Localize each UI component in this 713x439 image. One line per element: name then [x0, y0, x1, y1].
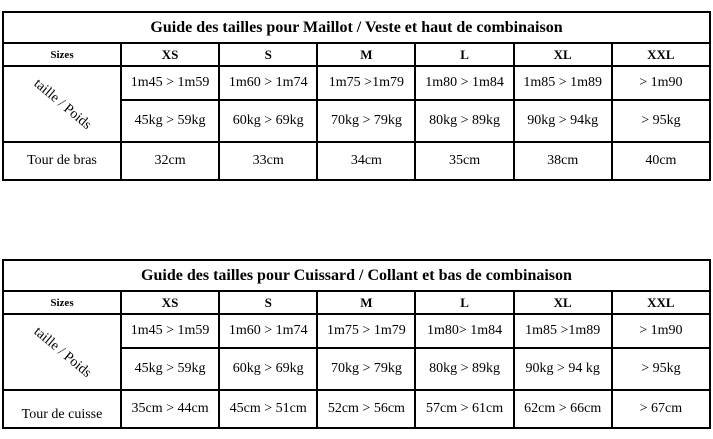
weight-cell: 60kg > 69kg [219, 100, 317, 142]
height-cell: 1m45 > 1m59 [121, 66, 219, 100]
height-cell: 1m85 > 1m89 [514, 66, 612, 100]
measure-cell: 45cm > 51cm [219, 390, 317, 428]
measure-label-tour-de-bras: Tour de bras [3, 142, 121, 180]
table-title-cuissard: Guide des tailles pour Cuissard / Collant et bas de combinaison [3, 260, 710, 291]
size-header-xl: XL [514, 43, 612, 66]
height-cell: 1m85 >1m89 [514, 314, 612, 348]
size-header-xl: XL [514, 291, 612, 314]
height-cell: 1m80> 1m84 [415, 314, 513, 348]
weight-cell: 80kg > 89kg [415, 100, 513, 142]
taille-poids-label: taille / Poids [30, 324, 94, 381]
height-cell: 1m75 > 1m79 [317, 314, 415, 348]
weight-cell: > 95kg [612, 348, 710, 390]
measure-cell: 34cm [317, 142, 415, 180]
height-cell: 1m60 > 1m74 [219, 66, 317, 100]
size-header-xxl: XXL [612, 43, 710, 66]
taille-poids-label: taille / Poids [30, 76, 94, 133]
size-header-xs: XS [121, 291, 219, 314]
measure-label-tour-de-cuisse: Tour de cuisse [3, 390, 121, 428]
size-header-xxl: XXL [612, 291, 710, 314]
height-cell: 1m75 >1m79 [317, 66, 415, 100]
weight-cell: 70kg > 79kg [317, 348, 415, 390]
height-cell: > 1m90 [612, 66, 710, 100]
weight-cell: 45kg > 59kg [121, 348, 219, 390]
sizes-header: Sizes [3, 43, 121, 66]
size-header-m: M [317, 291, 415, 314]
weight-cell: > 95kg [612, 100, 710, 142]
height-cell: 1m80 > 1m84 [415, 66, 513, 100]
weight-cell: 90kg > 94 kg [514, 348, 612, 390]
measure-cell: 33cm [219, 142, 317, 180]
measure-cell: > 67cm [612, 390, 710, 428]
weight-cell: 70kg > 79kg [317, 100, 415, 142]
size-header-xs: XS [121, 43, 219, 66]
measure-cell: 38cm [514, 142, 612, 180]
size-header-s: S [219, 291, 317, 314]
table-title-maillot: Guide des tailles pour Maillot / Veste et haut de combinaison [3, 12, 710, 43]
size-guide-table-cuissard [2, 259, 711, 429]
measure-cell: 40cm [612, 142, 710, 180]
weight-cell: 80kg > 89kg [415, 348, 513, 390]
measure-cell: 62cm > 66cm [514, 390, 612, 428]
measure-cell: 52cm > 56cm [317, 390, 415, 428]
weight-cell: 90kg > 94kg [514, 100, 612, 142]
height-cell: > 1m90 [612, 314, 710, 348]
weight-cell: 60kg > 69kg [219, 348, 317, 390]
measure-cell: 35cm [415, 142, 513, 180]
measure-cell: 32cm [121, 142, 219, 180]
size-header-l: L [415, 43, 513, 66]
height-cell: 1m60 > 1m74 [219, 314, 317, 348]
taille-poids-cell [3, 66, 121, 142]
taille-poids-cell [3, 314, 121, 390]
measure-cell: 57cm > 61cm [415, 390, 513, 428]
size-header-m: M [317, 43, 415, 66]
height-cell: 1m45 > 1m59 [121, 314, 219, 348]
measure-cell: 35cm > 44cm [121, 390, 219, 428]
size-header-s: S [219, 43, 317, 66]
size-header-l: L [415, 291, 513, 314]
weight-cell: 45kg > 59kg [121, 100, 219, 142]
size-guide-table-maillot [2, 11, 711, 181]
sizes-header: Sizes [3, 291, 121, 314]
